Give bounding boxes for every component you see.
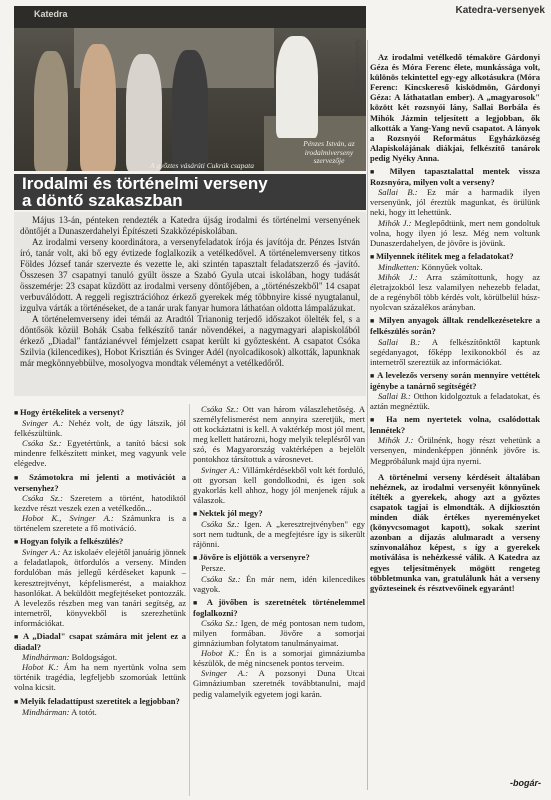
interview-answer <box>14 662 186 692</box>
interview-answer <box>370 262 540 272</box>
intro-paragraph: A történelemverseny idei témái az Aradtól Trianonig terjedő időszakot ölelték fel, s a döntősök közül Bohák Csaba felkészítő tanár növendékei, a nagymagyari alapiskolából érkező „Diadal" fantázianévvel fémjelzett csapat került ki győztesként. A csapatot Csóka Szilvia (kilencedikes), Hobot Krisztián és Svinger Adél (nyolcadikosok) alkották, lapunknak már megkönnyebbülve, mosolyogva mondtak véleményt a vetélkedőről. <box>20 314 360 368</box>
interview-answer <box>193 668 365 698</box>
answer-text: Könnyűek voltak. <box>421 261 483 272</box>
closing-paragraph: A történelmi verseny kérdéseit általában nehéznek, az irodalmi versenyéit könnyűnek ítélték a gyerekek, ahogy azt a győztes csapatok tagjai is elmondták. A díjkiosztón minden diák értékes nyereményeket (könyvcsomagot kapott), sokak szerint azonban a díjazás alulmaradt a verseny színvonalához képest, s így a gyerekek motiválása is nehézkessé válik. A Katedra az egyes teljesítmények mögött rengeteg többletmunka van, gratulálunk hát a verseny győzteseinek és résztvevőinek egyaránt! <box>370 471 540 593</box>
interview-answer <box>370 435 540 465</box>
event-photo <box>14 6 366 171</box>
interview-question: ■ Számotokra mi jelenti a motivációt a versenyhez? <box>14 472 186 493</box>
person-figure <box>276 36 318 138</box>
interview-answer <box>14 652 186 662</box>
interview-column-2 <box>193 404 365 699</box>
interview-column-3 <box>370 52 540 593</box>
col3-lead <box>370 52 540 163</box>
answer-text: Meglepődtünk, mert nem gondoltuk volna, hogy ilyen jó lesz. Még nem voltunk Dunaszerdahelyen, de jövőre is jövünk. <box>370 217 540 248</box>
interview-question: ■ Milyen anyagok álltak rendelkezésetekre a felkészülés során? <box>370 315 540 336</box>
speaker-name: Sallai B.: <box>378 187 418 198</box>
section-tag: Katedra-versenyek <box>455 5 545 16</box>
article-title <box>14 174 366 210</box>
speaker-name: Sallai B.: <box>378 391 411 401</box>
interview-answer <box>193 618 365 648</box>
speaker-name: Mihók J.: <box>378 271 418 282</box>
speaker-name: Csóka Sz.: <box>22 438 62 449</box>
interview-answer <box>370 272 540 312</box>
person-figure <box>126 54 162 171</box>
intro-paragraph: Május 13-án, pénteken rendezték a Katedra újság irodalmi és történelmi versenyének döntőjét a Dunaszerdahelyi Építészeti Szakközépiskolában. <box>20 215 360 236</box>
speaker-name: Mindhárman: <box>22 706 70 717</box>
interview-question: ■ A jövőben is szeretnétek történelemmel foglalkozni? <box>193 597 365 618</box>
answer-text: Arra számítottunk, hogy az életrajzokból lesz valamilyen nehezebb feladat, de a regényből több kérdés volt, körülbelül húsz-nyolcvan százalékos arányban. <box>370 271 540 313</box>
answer-text: Örülnénk, hogy részt vehetünk a versenyen, mindenképpen jönnénk jövőre is. Megpróbálunk majd újra nyerni. <box>370 435 541 466</box>
interview-answer <box>370 391 540 411</box>
speaker-name: Hobot K.: <box>201 648 240 659</box>
column-divider <box>189 404 190 796</box>
interview-question: ■ Hogyan folyik a felkészülés? <box>14 536 186 547</box>
speaker-name: Csóka Sz.: <box>201 519 240 530</box>
answer-text: Ott van három válaszlehetőség. A személyfelismerést nem annyira szeretjük, mert ott kockáztatni is kell. A vaktérkép most jól ment, meg kellett határozni, hogy melyik teleplésről van szó, és Magyarország vaktérképen a bejelölt pontokhoz társítottuk a városnevet. <box>193 404 366 465</box>
photo-credit: Fotók: Lacza Gergely <box>354 39 361 96</box>
interview-question: ■ Milyennek ítélitek meg a feladatokat? <box>370 251 540 262</box>
author-signature: -bogár- <box>510 778 541 788</box>
speaker-name: Csóka Sz.: <box>201 573 241 584</box>
speaker-name: Mihók J.: <box>378 217 412 228</box>
speaker-name: Mihók J.: <box>378 435 414 446</box>
answer-text: Én már nem, idén kilencedikes vagyok. <box>193 573 365 594</box>
answer-text: Számunkra is a történelem szeretete a fő motiváció. <box>14 512 186 534</box>
interview-question: ■ Milyen tapasztalattal mentek vissza Rozsnyóra, milyen volt a verseny? <box>370 166 540 187</box>
answer-text: Igen. A „keresztrejtvényben" egy sort nem tudtunk, de a megfejtésre így is sikerült rájönni. <box>193 519 366 550</box>
interview-question: ■ Melyik feladattípust szeretitek a legjobban? <box>14 696 186 707</box>
speaker-name: Svinger A.: <box>201 668 249 679</box>
interview-answer <box>14 438 186 468</box>
answer-text: Egyetértünk, a tanító bácsi sok mindenre felkészített minket, meg vagyunk vele elégedve. <box>14 438 186 469</box>
interview-question: ■ Jövőre is eljöttök a versenyre? <box>193 552 365 563</box>
photo-caption-left: A győztes vásárúti Cukrúk csapata <box>150 161 255 170</box>
answer-text: Én is a somorjai gimnáziumba készülök, de még nincsenek pontos terveim. <box>193 648 365 669</box>
interview-answer <box>14 513 186 533</box>
interview-question: ■ Hogy értékelitek a versenyt? <box>14 407 186 418</box>
speaker-name: Sallai B.: <box>378 336 421 347</box>
answer-text: A pozsonyi Duna Utcai Gimnáziumban szeretnék továbbtanulni, majd pedig valamelyik egyetem jogi karán. <box>193 668 366 699</box>
photo-caption-right: Pénzes István, az irodalmiverseny szervezője <box>303 139 355 165</box>
interview-answer <box>14 418 186 438</box>
interview-answer <box>193 648 365 668</box>
speaker-name: Csóka Sz.: <box>201 617 238 628</box>
interview-answer <box>193 574 365 594</box>
answer-text: Igen, de még pontosan nem tudom, milyen formában. Jövőre a somorjai gimnáziumban folytatom tanulmányaimat. <box>193 617 365 649</box>
person-figure <box>34 51 68 171</box>
answer-text: Nehéz volt, de úgy látszik, jól felkészültünk. <box>14 418 187 439</box>
interview-answer <box>193 519 365 549</box>
interview-column-1 <box>14 404 186 717</box>
speaker-name: Csóka Sz.: <box>201 404 239 414</box>
person-figure <box>172 50 208 171</box>
answer-text: Villámkérdésekből volt két forduló, ott gyorsan kell gondolkodni, és igen sok gyakorlás kell ahhoz, hogy jól menjenek rájuk a válaszok. <box>193 464 366 505</box>
photo-brand: Katedra <box>34 9 68 19</box>
answer-text: Ám ha nem nyertünk volna sem történik tragédia, legfeljebb szomorúak lettünk volna kicsit. <box>14 662 186 693</box>
speaker-name: Mindketten: <box>378 261 420 272</box>
speaker-name: Svinger A.: <box>22 418 64 429</box>
closing-block <box>370 472 540 593</box>
interview-answer <box>14 707 186 717</box>
interview-answer <box>370 187 540 217</box>
interview-answer <box>14 547 186 628</box>
interview-question: ■ A levelezős verseny során mennyire vettétek igénybe a tanárnő segítségét? <box>370 370 540 391</box>
speaker-name: Csóka Sz.: <box>22 492 64 503</box>
interview-answer <box>370 218 540 248</box>
interview-answer <box>193 465 365 505</box>
interview-answer <box>193 563 365 573</box>
column-divider <box>367 40 368 790</box>
title-line: a döntő szakaszban <box>22 191 183 210</box>
speaker-name: Mindhárman: <box>22 652 70 663</box>
speaker-name: Svinger A.: <box>201 464 240 475</box>
person-figure <box>80 44 116 171</box>
speaker-name: Hobot K., Svinger A.: <box>22 512 114 523</box>
answer-text: Ez már a harmadik ilyen versenyünk, jól éreztük magunkat, és örülünk neki, hogy itt lehettünk. <box>370 187 540 218</box>
answer-text: Szeretem a történt, hatodiktól kezdve részt veszek ezen a vetélkedőn... <box>14 492 187 513</box>
intro-paragraph: Az irodalmi verseny koordinátora, a versenyfeladatok írója és javítója dr. Pénzes István író, tanár volt, aki bő egy évtizede foglalkozik a vetélkedővel. A történelemverseny titkos Földes József tanár szervezte és vezette le, aki szintén tapasztalt feladatszerző és -javító. Összesen 37 csapatnyi tanuló gyűlt össze a Szabó Gyula utcai iskolában, hogy tudását összemérje: 23 csapat küzdött az irodalmi verseny döntőjében, a „történészekből" 14 csapat verbuválódott. A reggeli regisztrációhoz érkező gyerekek még többnyire kissé nyugtalanul, izgulva várták a történéseket, de a tanár urak fanyar humora láthatóan oldotta lámpalázukat. <box>20 237 360 313</box>
speaker-name: Svinger A.: <box>22 547 61 558</box>
interview-answer <box>14 493 186 513</box>
speaker-name: Hobot K.: <box>22 662 59 673</box>
interview-question: ■ Ha nem nyertetek volna, csalódottak lennétek? <box>370 414 540 435</box>
answer-text: A felkészítőnktől kaptunk segédanyagot, főképp lexikonokból és az internetről szereztük az információkat. <box>370 336 540 367</box>
answer-text: A totót. <box>71 706 97 717</box>
interview-question: ■ A „Diadal" csapat számára mit jelent ez a diadal? <box>14 631 186 652</box>
answer-text: Persze. <box>201 563 226 574</box>
answer-text: Otthon kidolgoztuk a feladatokat, és aztán megnéztük. <box>370 391 540 412</box>
col3-qa <box>370 166 540 466</box>
interview-answer <box>193 404 365 465</box>
interview-question: ■ Nektek jól megy? <box>193 508 365 519</box>
answer-text: Boldogságot. <box>71 652 117 663</box>
interview-answer <box>370 337 540 367</box>
lead-paragraph: Az irodalmi vetélkedő témaköre Gárdonyi Géza és Móra Ferenc élete, munkássága volt, különös tekintettel egy-egy alkotásukra (Móra Ferenc: Kincskereső kisködmön, Gárdonyi Géza: A láthatatlan ember). A „magyarosok" között két rozsnyói lány, Sallai Borbála és Mihók Jázmin teljesített a legjobban, ők alkották a Yang-Yang nevű csapatot. A lányok a Rozsnyói Református Egyházközség Alapiskolájának diákjai, felkészítő tanárok pedig Nyéky Anna. <box>370 52 540 163</box>
article-intro <box>14 212 366 396</box>
answer-text: Az iskolaév elejétől januárig jönnek a feladatlapok, ötfordulós a verseny. Minden fordulóban más jellegű kérdéseket kapunk – keresztrejtvényt, képfelismerést, a maiakhoz hasonlókat. A beküldött megfejtéseket pontozzák. A levelezős részben meg van tanári segítség, az internetről, könyvekből is szerezhetünk információkat. <box>14 547 187 628</box>
title-line: Irodalmi és történelmi verseny <box>22 174 268 193</box>
